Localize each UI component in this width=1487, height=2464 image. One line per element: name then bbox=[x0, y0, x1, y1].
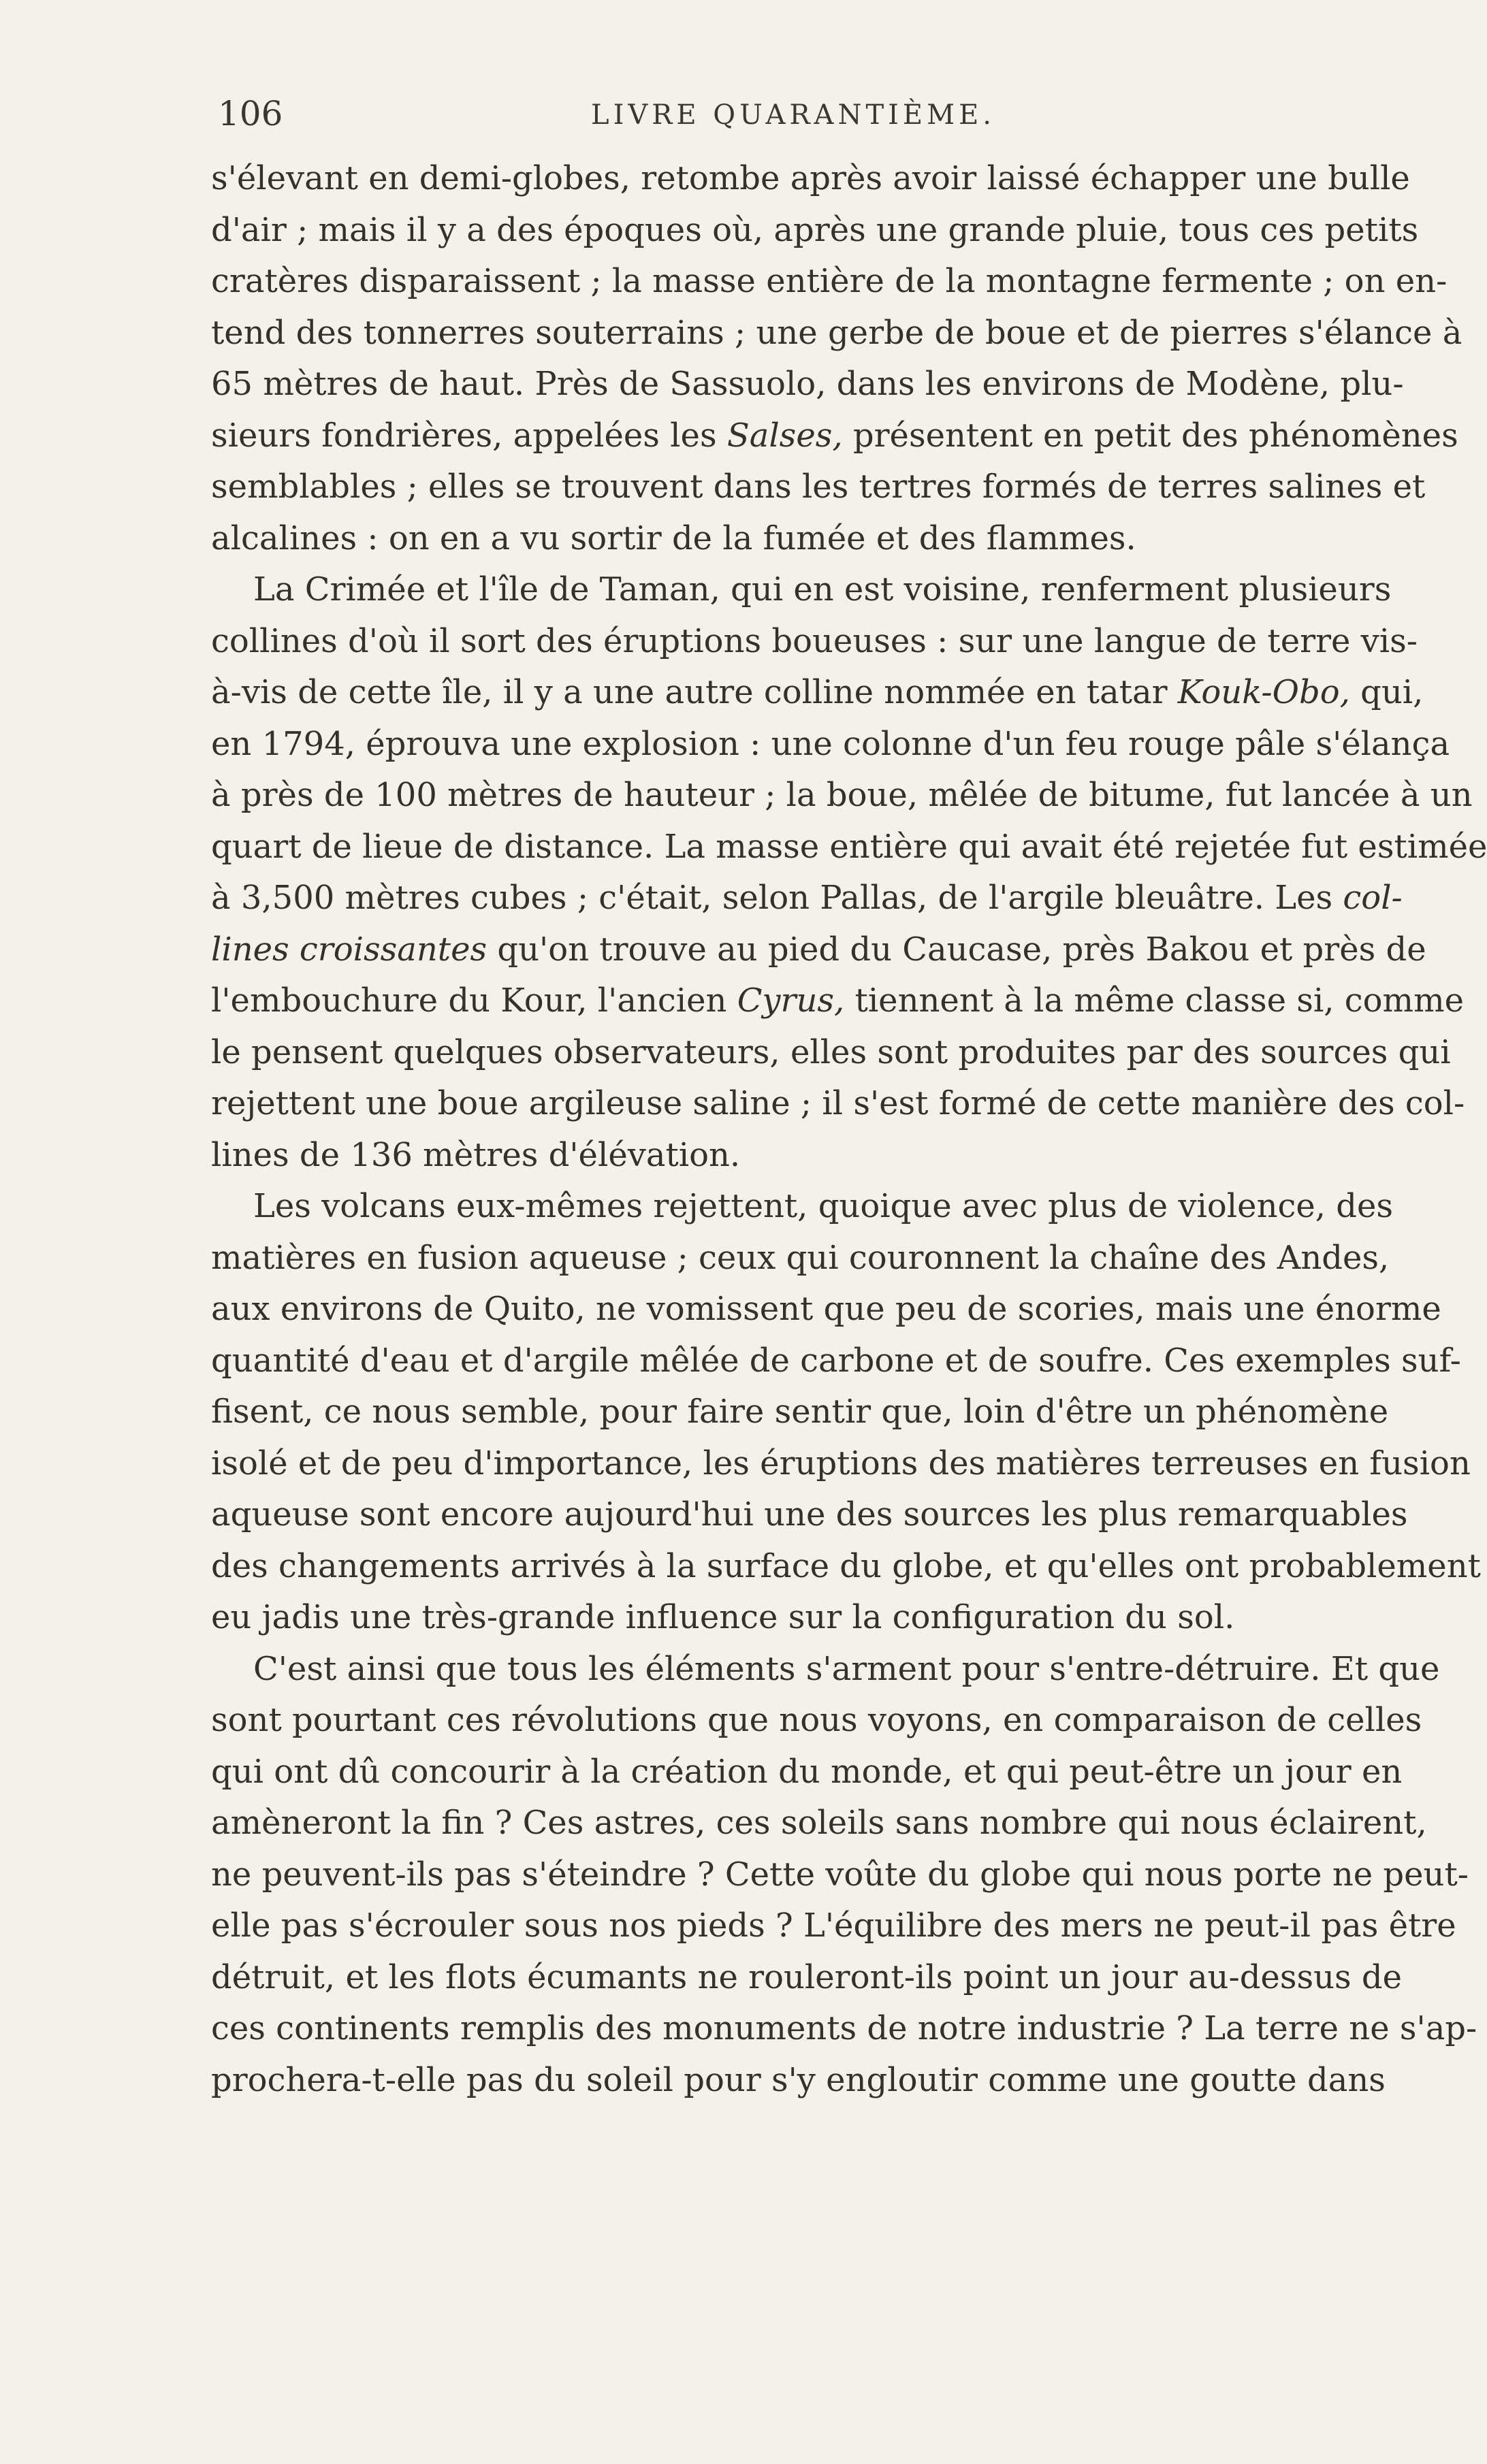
text-line bbox=[211, 153, 1410, 205]
text-line bbox=[211, 410, 1458, 462]
text-run: ne peuvent-ils pas s'éteindre ? Cette voûte du globe qui nous porte ne peut- bbox=[211, 1855, 1469, 1894]
text-line bbox=[211, 1592, 1375, 1644]
text-line bbox=[211, 1335, 1461, 1387]
text-line bbox=[211, 205, 1419, 257]
text-line bbox=[211, 256, 1448, 308]
text-run: l'embouchure du Kour, l'ancien bbox=[211, 982, 737, 1020]
text-line bbox=[211, 1900, 1456, 1952]
text-line bbox=[211, 1541, 1481, 1593]
text-run: aux environs de Quito, ne vomissent que peu de scories, mais une énorme bbox=[211, 1290, 1441, 1328]
text-line bbox=[211, 770, 1473, 822]
text-line bbox=[211, 1489, 1408, 1541]
text-run: en 1794, éprouva une explosion : une colonne d'un feu rouge pâle s'élança bbox=[211, 724, 1450, 763]
text-line bbox=[211, 1181, 1394, 1233]
italic-term: Kouk-Obo, bbox=[1177, 673, 1350, 711]
text-line bbox=[211, 1695, 1422, 1747]
text-run: 65 mètres de haut. Près de Sassuolo, dans les environs de Modène, plu- bbox=[211, 365, 1404, 403]
text-line bbox=[211, 667, 1424, 719]
text-line bbox=[211, 1952, 1403, 2004]
text-line bbox=[211, 975, 1464, 1027]
text-run: cratères disparaissent ; la masse entière de la montagne fermente ; on en- bbox=[211, 262, 1448, 300]
text-run: eu jadis une très-grande influence sur la configuration du sol. bbox=[211, 1598, 1235, 1636]
text-run: aqueuse sont encore aujourd'hui une des sources les plus remarquables bbox=[211, 1495, 1408, 1534]
text-line bbox=[211, 2055, 1386, 2107]
text-run: quart de lieue de distance. La masse entière qui avait été rejetée fut estimée bbox=[211, 827, 1487, 866]
page-header bbox=[211, 94, 1375, 135]
text-run: tend des tonnerres souterrains ; une gerbe de boue et de pierres s'élance à bbox=[211, 313, 1462, 352]
text-run: Les volcans eux-mêmes rejettent, quoique avec plus de violence, des bbox=[253, 1187, 1394, 1225]
text-line bbox=[211, 1644, 1440, 1696]
text-line bbox=[211, 1078, 1465, 1130]
text-run: semblables ; elles se trouvent dans les tertres formés de terres salines et bbox=[211, 468, 1426, 506]
text-line bbox=[211, 513, 1375, 565]
text-line bbox=[211, 822, 1487, 873]
italic-term: Salses, bbox=[726, 416, 843, 455]
text-line bbox=[211, 1387, 1389, 1438]
text-line bbox=[211, 1798, 1427, 1849]
text-line bbox=[211, 2003, 1477, 2055]
text-run: lines de 136 mètres d'élévation. bbox=[211, 1135, 741, 1174]
text-run: d'air ; mais il y a des époques où, après une grande pluie, tous ces petits bbox=[211, 210, 1419, 249]
italic-term: col- bbox=[1343, 879, 1403, 917]
text-line bbox=[211, 1849, 1469, 1901]
text-run: ces continents remplis des monuments de notre industrie ? La terre ne s'ap- bbox=[211, 2009, 1477, 2047]
text-run: qui, bbox=[1349, 673, 1424, 711]
text-line bbox=[211, 924, 1426, 976]
text-line bbox=[211, 1130, 1375, 1182]
text-run: amèneront la fin ? Ces astres, ces soleils sans nombre qui nous éclairent, bbox=[211, 1804, 1427, 1842]
text-line bbox=[211, 719, 1450, 771]
text-line bbox=[211, 564, 1392, 616]
text-run: qui ont dû concourir à la création du monde, et qui peut-être un jour en bbox=[211, 1752, 1403, 1791]
text-line bbox=[211, 616, 1418, 668]
text-run: matières en fusion aqueuse ; ceux qui couronnent la chaîne des Andes, bbox=[211, 1238, 1390, 1277]
text-run: qu'on trouve au pied du Caucase, près Bakou et près de bbox=[487, 930, 1426, 969]
text-line bbox=[211, 1027, 1451, 1079]
text-run: sieurs fondrières, appelées les bbox=[211, 416, 727, 455]
text-run: collines d'où il sort des éruptions boueuses : sur une langue de terre vis- bbox=[211, 621, 1418, 660]
text-line bbox=[211, 1438, 1471, 1490]
text-run: alcalines : on en a vu sortir de la fumée et des flammes. bbox=[211, 519, 1136, 557]
text-line bbox=[211, 359, 1404, 410]
text-run: présentent en petit des phénomènes bbox=[842, 416, 1458, 455]
text-run: C'est ainsi que tous les éléments s'arment pour s'entre-détruire. Et que bbox=[253, 1649, 1440, 1688]
text-run: à près de 100 mètres de hauteur ; la boue, mêlée de bitume, fut lancée à un bbox=[211, 776, 1473, 814]
text-run: à 3,500 mètres cubes ; c'était, selon Pallas, de l'argile bleuâtre. Les bbox=[211, 879, 1343, 917]
body-text bbox=[211, 153, 1487, 2106]
running-title: LIVRE QUARANTIÈME. bbox=[591, 99, 995, 131]
text-line bbox=[211, 1284, 1441, 1335]
text-run: rejettent une boue argileuse saline ; il s'est formé de cette manière des col- bbox=[211, 1084, 1465, 1122]
text-line bbox=[211, 1233, 1390, 1284]
text-run: La Crimée et l'île de Taman, qui en est voisine, renferment plusieurs bbox=[253, 570, 1392, 609]
text-run: isolé et de peu d'importance, les éruptions des matières terreuses en fusion bbox=[211, 1444, 1471, 1482]
italic-term: lines croissantes bbox=[211, 930, 487, 969]
text-run: le pensent quelques observateurs, elles sont produites par des sources qui bbox=[211, 1033, 1451, 1071]
italic-term: Cyrus, bbox=[737, 982, 845, 1020]
text-run: détruit, et les flots écumants ne rouleront-ils point un jour au-dessus de bbox=[211, 1958, 1403, 1996]
text-line bbox=[211, 308, 1462, 359]
text-run: à-vis de cette île, il y a une autre colline nommée en tatar bbox=[211, 673, 1178, 711]
text-line bbox=[211, 461, 1426, 513]
text-run: des changements arrivés à la surface du globe, et qu'elles ont probablement bbox=[211, 1546, 1481, 1585]
text-run: quantité d'eau et d'argile mêlée de carbone et de soufre. Ces exemples suf- bbox=[211, 1341, 1461, 1380]
text-run: fisent, ce nous semble, pour faire sentir que, loin d'être un phénomène bbox=[211, 1393, 1389, 1431]
text-run: tiennent à la même classe si, comme bbox=[844, 982, 1464, 1020]
text-line bbox=[211, 1747, 1403, 1798]
text-run: elle pas s'écrouler sous nos pieds ? L'équilibre des mers ne peut-il pas être bbox=[211, 1907, 1456, 1945]
text-run: s'élevant en demi-globes, retombe après avoir laissé échapper une bulle bbox=[211, 159, 1410, 197]
text-run: prochera-t-elle pas du soleil pour s'y engloutir comme une goutte dans bbox=[211, 2060, 1386, 2099]
text-line bbox=[211, 873, 1403, 924]
text-run: sont pourtant ces révolutions que nous voyons, en comparaison de celles bbox=[211, 1701, 1422, 1739]
page-number: 106 bbox=[218, 94, 283, 133]
